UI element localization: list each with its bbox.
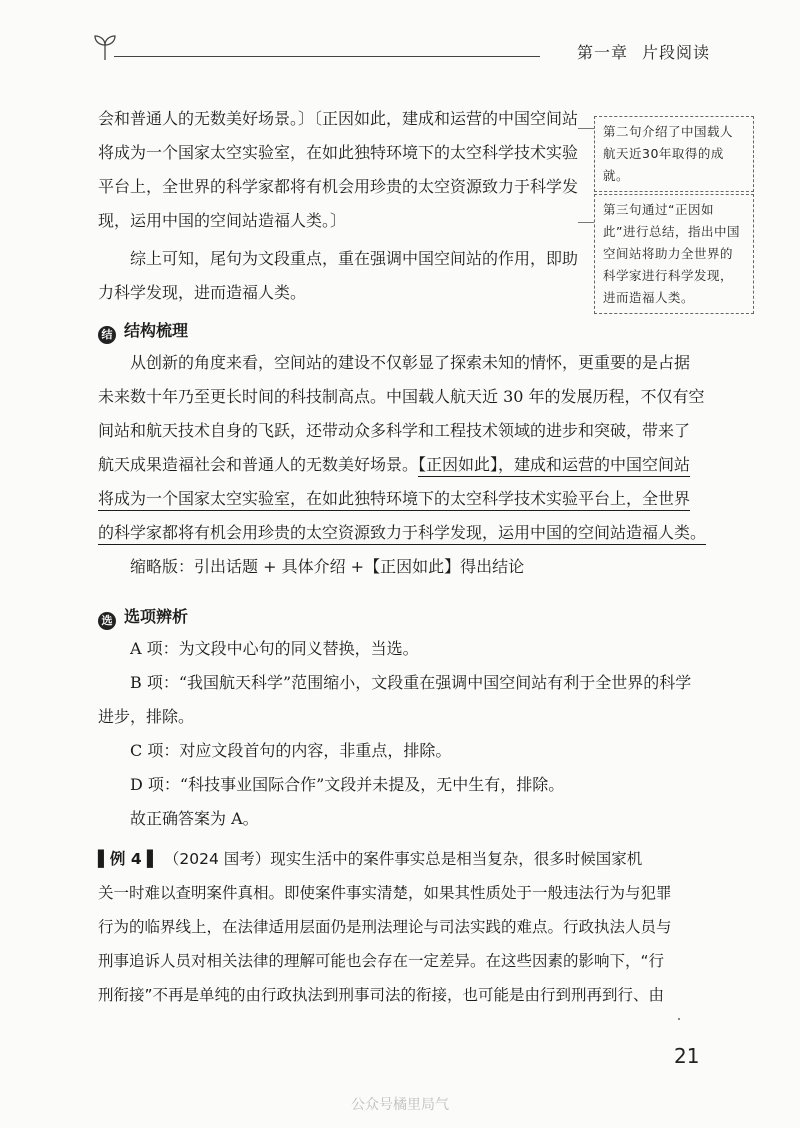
example-line: 行为的临界线上，在法律适用层面仍是刑法理论与司法实践的难点。行政执法人员与 bbox=[98, 918, 672, 936]
options-title: 选项辨析 bbox=[124, 607, 189, 626]
header-rule bbox=[114, 56, 540, 57]
page-header bbox=[92, 28, 710, 68]
example-line: 关一时难以查明案件真相。即使案件事实清楚，如果其性质处于一般违法行为与犯罪 bbox=[98, 884, 672, 902]
scan-speck bbox=[678, 1018, 680, 1020]
example-line-1 bbox=[98, 842, 704, 876]
options-icon: 选 bbox=[98, 612, 116, 630]
side-note-1: 第二句介绍了中国载人航天近30年取得的成就。 bbox=[594, 116, 754, 192]
page-number: 21 bbox=[674, 1044, 700, 1068]
note-connector bbox=[578, 222, 594, 223]
answer-line: 故正确答案为 A。 bbox=[130, 809, 259, 828]
section-title: 片段阅读 bbox=[641, 43, 710, 62]
passage-line: 平台上，全世界的科学家都将有机会用珍贵的太空资源致力于科学发 bbox=[98, 177, 579, 196]
note-connector bbox=[578, 128, 594, 129]
options-heading bbox=[98, 604, 188, 630]
structure-heading bbox=[98, 318, 188, 344]
abridged-version: 缩略版：引出话题 + 具体介绍 +【正因如此】得出结论 bbox=[130, 557, 525, 576]
structure-line-4 bbox=[98, 448, 704, 482]
sprout-icon bbox=[92, 32, 118, 62]
example-line: 刑事追诉人员对相关法律的理解可能也会存在一定差异。在这些因素的影响下，“行 bbox=[98, 952, 665, 970]
example-text: （2024 国考）现实生活中的案件事实总是相当复杂，很多时候国家机 bbox=[163, 850, 643, 868]
summary-line: 力科学发现，进而造福人类。 bbox=[98, 283, 307, 302]
passage-line: 现，运用中国的空间站造福人类。〕 bbox=[98, 211, 347, 230]
example-label: ▌例 4 ▌ bbox=[98, 850, 159, 868]
option-line: C 项：对应文段首句的内容，非重点，排除。 bbox=[130, 741, 452, 760]
structure-line: 间站和航天技术自身的飞跃，还带动众多科学和工程技术领域的进步和突破，带来了 bbox=[98, 421, 691, 440]
option-line: A 项：为文段中心句的同义替换，当选。 bbox=[130, 639, 419, 658]
structure-underlined-line: 的科学家都将有机会用珍贵的太空资源致力于科学发现，运用中国的空间站造福人类。 bbox=[98, 523, 707, 542]
passage-line: 会和普通人的无数美好场景。〕〔正因如此，建成和运营的中国空间站 bbox=[98, 109, 579, 128]
option-line: B 项：“我国航天科学”范围缩小，文段重在强调中国空间站有利于全世界的科学 bbox=[130, 673, 692, 692]
example-line: 刑衔接”不再是单纯的由行政执法到刑事司法的衔接，也可能是由行到刑再到行、由 bbox=[98, 986, 665, 1004]
option-line: D 项：“科技事业国际合作”文段并未提及，无中生有，排除。 bbox=[130, 775, 565, 794]
structure-line-plain: 航天成果造福社会和普通人的无数美好场景。 bbox=[98, 455, 419, 474]
structure-line-underlined: 【正因如此】，建成和运营的中国空间站 bbox=[418, 455, 691, 474]
watermark: 公众号橘里局气 bbox=[351, 1097, 449, 1113]
chapter-title bbox=[577, 40, 710, 63]
structure-line: 从创新的角度来看，空间站的建设不仅彰显了探索未知的情怀，更重要的是占据 bbox=[130, 353, 691, 372]
structure-line: 未来数十年乃至更长时间的科技制高点。中国载人航天近 30 年的发展历程，不仅有空 bbox=[98, 387, 705, 406]
structure-text bbox=[98, 346, 707, 584]
structure-underlined-line: 将成为一个国家太空实验室，在如此独特环境下的太空科学技术实验平台上，全世界 bbox=[98, 489, 691, 508]
example-4 bbox=[98, 842, 704, 1012]
options-text bbox=[98, 632, 704, 836]
chapter-number: 第一章 bbox=[576, 43, 628, 62]
passage-line: 将成为一个国家太空实验室，在如此独特环境下的太空科学技术实验 bbox=[98, 143, 579, 162]
structure-title: 结构梳理 bbox=[124, 321, 189, 340]
passage-top bbox=[98, 102, 590, 238]
structure-icon: 结 bbox=[98, 326, 116, 344]
option-line: 进步，排除。 bbox=[98, 707, 195, 726]
summary bbox=[98, 242, 590, 310]
side-note-2: 第三句通过“正因如此”进行总结，指出中国空间站将助力全世界的科学家进行科学发现，进而造福人类。 bbox=[594, 194, 754, 314]
summary-line: 综上可知，尾句为文段重点，重在强调中国空间站的作用，即助 bbox=[130, 249, 579, 268]
